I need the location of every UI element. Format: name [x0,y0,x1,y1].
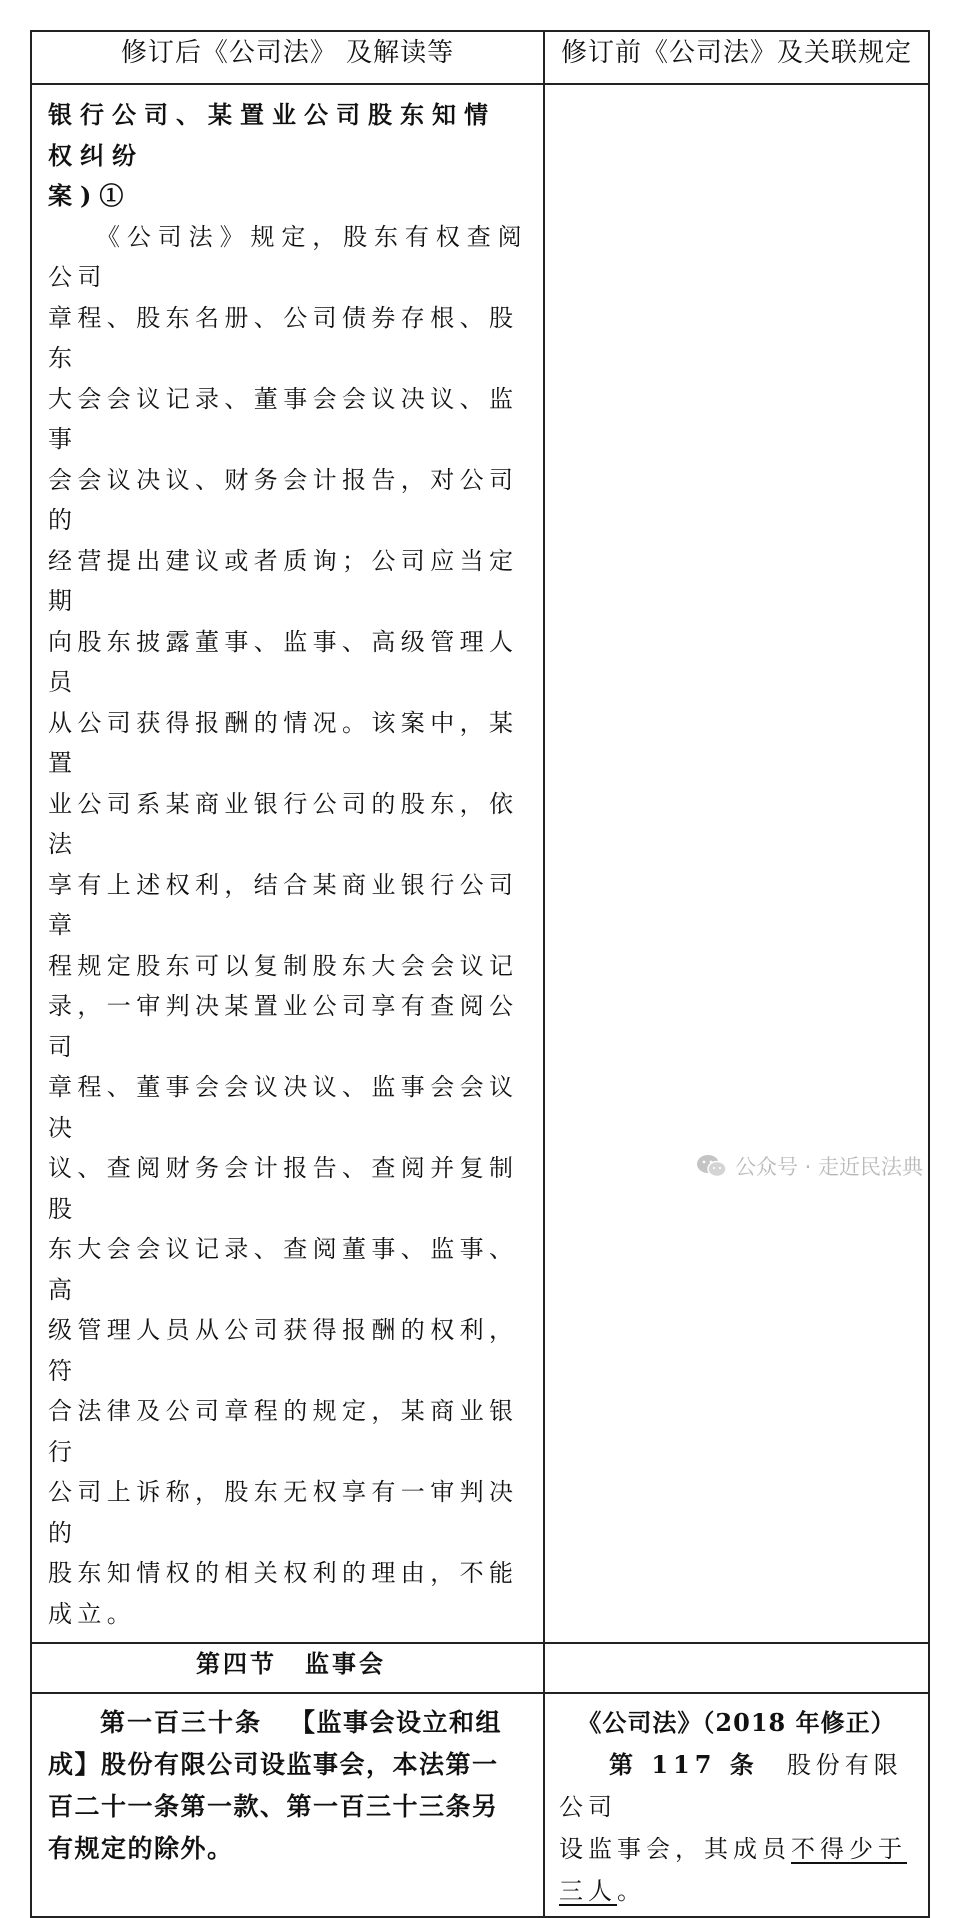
paragraph-line: 会会议决议、财务会计报告，对公司的 [48,465,519,534]
case-title-line: 银行公司、某置业公司股东知情权纠纷 [48,100,496,170]
paragraph-line: 经营提出建议或者质询；公司应当定期 [48,546,519,615]
watermark-text: 公众号 · 走近民法典 [734,1155,923,1179]
paragraph-line: 享有上述权利，结合某商业银行公司章 [48,870,519,939]
old-law-line [559,1870,914,1912]
paragraph-line: 章程、董事会会议决议、监事会会议决 [48,1073,519,1142]
header-previous-law: 修订前《公司法》及关联规定 [544,31,929,84]
old-law-cell [544,1693,929,1917]
header-row [31,31,929,84]
case-title [48,95,527,217]
case-title-line: 案)① [48,181,132,210]
case-row [31,84,929,1643]
section-cell [31,1643,544,1693]
paragraph-line: 东大会会议记录、查阅董事、监事、高 [48,1235,519,1304]
article-line: 有规定的除外。 [48,1834,234,1863]
paragraph-line: 级管理人员从公司获得报酬的权利，符 [48,1316,519,1385]
old-law-line [559,1744,914,1828]
article-row [31,1693,929,1917]
wechat-icon [695,1153,729,1179]
case-interpretation-paragraph [48,217,527,1635]
paragraph-line: 大会会议记录、董事会会议决议、监事 [48,384,519,453]
paragraph-line: 股东知情权的相关权利的理由，不能 [48,1559,519,1587]
paragraph-line: 议、查阅财务会计报告、查阅并复制股 [48,1154,519,1223]
article-number: 第一百三十条 [100,1708,263,1737]
article-cell [31,1693,544,1917]
underlined-text: 不得少于 [791,1835,907,1863]
section-row [31,1643,929,1693]
header-revised-law: 修订后《公司法》 及解读等 [31,31,544,84]
paragraph-line: 从公司获得报酬的情况。该案中，某置 [48,708,519,777]
old-law-line [559,1828,914,1870]
section-name: 监事会 [305,1649,386,1678]
empty-cell [544,1643,929,1693]
paragraph-line: 向股东披露董事、监事、高级管理人员 [48,627,519,696]
paragraph-line: 合法律及公司章程的规定，某商业银行 [48,1397,519,1466]
old-law-text: 。 [617,1877,646,1905]
paragraph-line: 业公司系某商业银行公司的股东，依法 [48,789,519,858]
comparison-table [30,30,930,1918]
old-law-source: 《公司法》（2018 年修正） [577,1708,896,1737]
article-line: 百二十一条第一款、第一百三十三条另 [48,1792,499,1821]
old-article-number: 第 117 条 [609,1750,759,1779]
watermark [695,1151,923,1181]
section-title [32,1644,543,1679]
empty-cell [544,84,929,1643]
paragraph-line: 程规定股东可以复制股东大会会议记 [48,951,519,980]
paragraph-line: 章程、股东名册、公司债券存根、股东 [48,303,519,372]
article-line: 成】股份有限公司设监事会，本法第一 [48,1750,499,1779]
section-number: 第四节 [196,1649,277,1678]
case-cell [31,84,544,1643]
old-law-text: 设监事会，其成员 [559,1835,791,1863]
paragraph-line: 公司上诉称，股东无权享有一审判决的 [48,1478,519,1547]
paragraph-line: 录，一审判决某置业公司享有查阅公司 [48,992,519,1061]
paragraph-line: 《公司法》规定，股东有权查阅公司 [48,222,527,291]
old-law-text: 股份有限公司 [559,1751,903,1821]
article-first-line [48,1702,527,1744]
paragraph-line: 成立。 [48,1599,137,1628]
article-title: 【监事会设立和组 [290,1708,503,1737]
underlined-text: 三人 [559,1877,617,1905]
